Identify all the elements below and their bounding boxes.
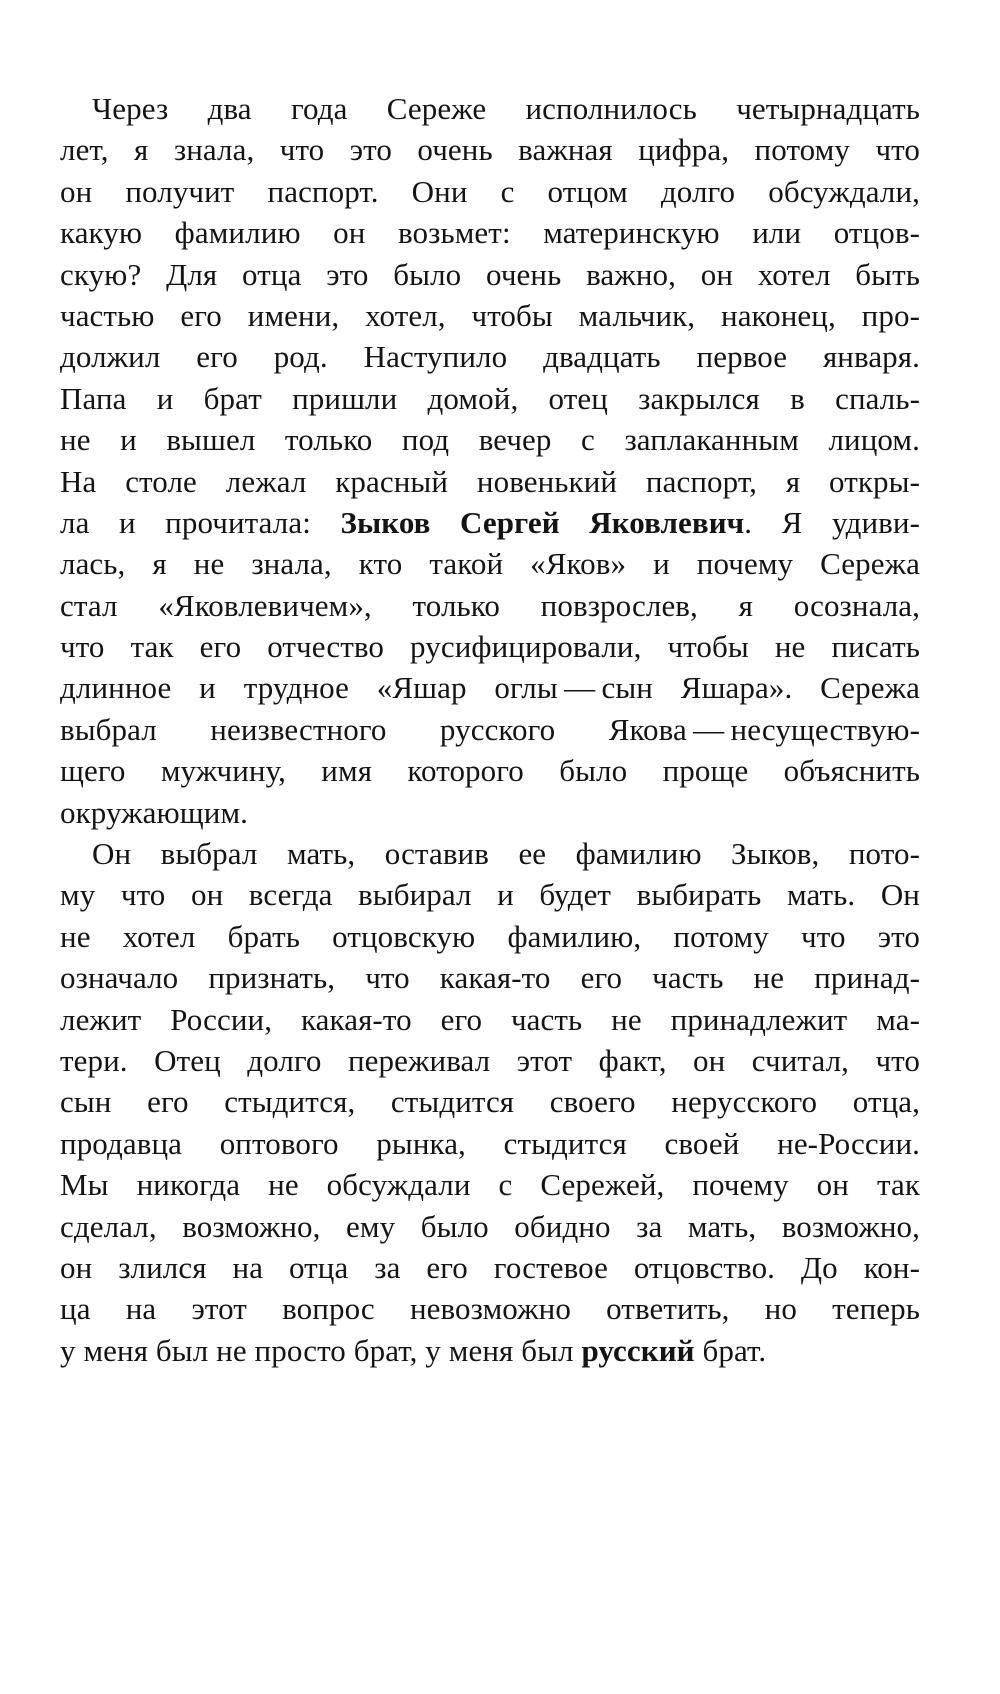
text-segment: сын его стыдится, стыдится своего нерусского отца,	[60, 1084, 920, 1120]
bold-text-segment: Зыков Сергей Яковлевич	[340, 504, 745, 540]
paragraph	[60, 833, 920, 1371]
text-segment: . Я удиви-	[744, 504, 920, 540]
text-segment: лась, я не знала, кто такой «Яков» и почему Сережа	[60, 546, 920, 582]
text-line	[60, 461, 920, 502]
text-segment: частью его имени, хотел, чтобы мальчик, наконец, про-	[60, 297, 920, 333]
text-line	[60, 171, 920, 212]
text-line	[60, 1123, 920, 1164]
text-segment: Он выбрал мать, оставив ее фамилию Зыков, пото-	[92, 836, 920, 872]
text-segment: Через два года Сереже исполнилось четырнадцать	[92, 91, 920, 126]
text-segment: длинное и трудное «Яшар оглы — сын Яшара». Сережа	[60, 670, 920, 706]
text-segment: щего мужчину, имя которого было проще объяснить	[60, 753, 920, 789]
text-segment: выбрал неизвестного русского Якова — несуществую-	[60, 711, 920, 747]
text-line	[60, 1164, 920, 1205]
bold-text-segment: русский	[581, 1332, 695, 1368]
text-segment: окружающим.	[60, 794, 249, 830]
text-line	[60, 543, 920, 584]
text-line	[60, 957, 920, 998]
text-segment: он получит паспорт. Они с отцом долго обсуждали,	[60, 173, 920, 209]
text-line	[60, 1040, 920, 1081]
paragraph	[60, 88, 920, 833]
text-segment: не и вышел только под вечер с заплаканным лицом.	[60, 422, 920, 458]
text-segment: какую фамилию он возьмет: материнскую или отцов-	[60, 215, 920, 251]
text-segment: что так его отчество русифицировали, чтобы не писать	[60, 629, 920, 665]
text-segment: сделал, возможно, ему было обидно за мать, возможно,	[60, 1208, 920, 1244]
text-line	[60, 1206, 920, 1247]
text-segment: На столе лежал красный новенький паспорт, я откры-	[60, 463, 920, 499]
text-line	[60, 1247, 920, 1288]
text-line	[60, 999, 920, 1040]
text-line	[60, 750, 920, 791]
text-line	[60, 709, 920, 750]
text-line	[60, 295, 920, 336]
text-segment: должил его род. Наступило двадцать первое января.	[60, 339, 920, 375]
text-line	[60, 254, 920, 295]
text-line	[60, 1330, 920, 1371]
text-line	[60, 502, 920, 543]
text-line	[60, 129, 920, 170]
text-segment: он злился на отца за его гостевое отцовство. До кон-	[60, 1249, 920, 1285]
text-segment: у меня был не просто брат, у меня был	[60, 1332, 582, 1368]
text-line	[60, 336, 920, 377]
text-line	[60, 88, 920, 129]
text-line	[60, 626, 920, 667]
text-line	[60, 212, 920, 253]
body-text	[60, 88, 920, 1371]
text-segment: лежит России, какая-то его часть не принадлежит ма-	[60, 1001, 920, 1037]
text-segment: му что он всегда выбирал и будет выбирать мать. Он	[60, 877, 920, 913]
text-line	[60, 378, 920, 419]
text-line	[60, 585, 920, 626]
text-segment: ца на этот вопрос невозможно ответить, но теперь	[60, 1291, 920, 1327]
text-line	[60, 667, 920, 708]
text-segment: продавца оптового рынка, стыдится своей не-России.	[60, 1125, 920, 1161]
text-segment: означало признать, что какая-то его часть не принад-	[60, 960, 920, 996]
text-line	[60, 1081, 920, 1122]
text-segment: тери. Отец долго переживал этот факт, он считал, что	[60, 1042, 920, 1078]
text-segment: брат.	[694, 1332, 767, 1368]
text-segment: Папа и брат пришли домой, отец закрылся в спаль-	[60, 380, 920, 416]
text-line	[60, 916, 920, 957]
text-line	[60, 792, 920, 833]
text-line	[60, 1288, 920, 1329]
text-line	[60, 419, 920, 460]
text-segment: не хотел брать отцовскую фамилию, потому что это	[60, 918, 920, 954]
text-segment: ла и прочитала:	[60, 504, 341, 540]
text-segment: стал «Яковлевичем», только повзрослев, я осознала,	[60, 587, 920, 623]
text-line	[60, 874, 920, 915]
text-segment: Мы никогда не обсуждали с Сережей, почему он так	[60, 1167, 920, 1203]
text-segment: лет, я знала, что это очень важная цифра, потому что	[60, 132, 920, 168]
text-segment: скую? Для отца это было очень важно, он хотел быть	[60, 256, 920, 292]
text-line	[60, 833, 920, 874]
